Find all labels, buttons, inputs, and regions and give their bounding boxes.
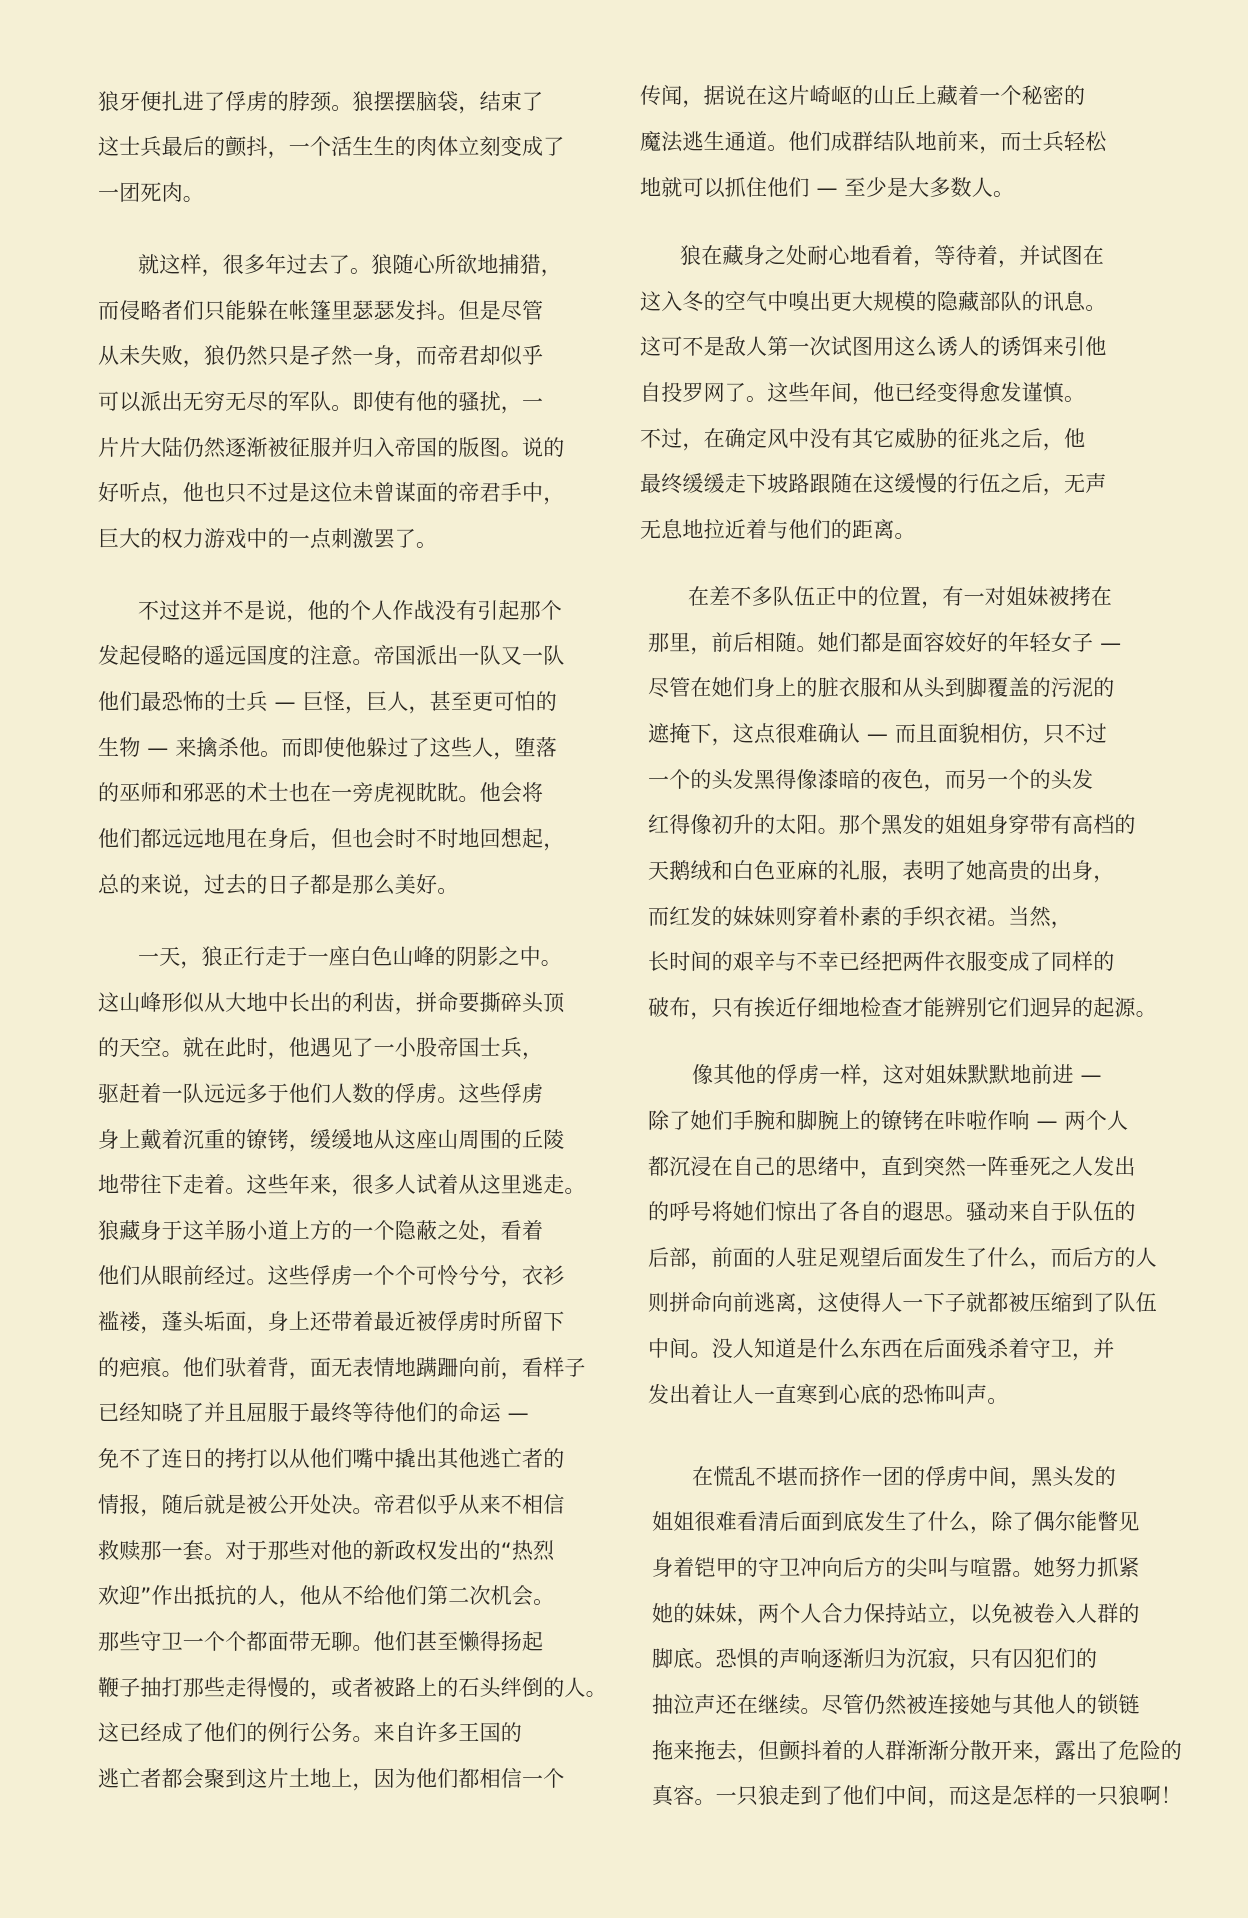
text-line: 鞭子抽打那些走得慢的，或者被路上的石头绊倒的人。: [98, 1676, 607, 1700]
text-line: 发起侵略的遥远国度的注意。帝国派出一队又一队: [98, 644, 565, 668]
text-line: 尽管在她们身上的脏衣服和从头到脚覆盖的污泥的: [648, 676, 1115, 700]
text-line: 长时间的艰辛与不幸已经把两件衣服变成了同样的: [648, 950, 1115, 974]
text-line: 那些守卫一个个都面带无聊。他们甚至懒得扬起: [98, 1630, 544, 1654]
text-line: 他们从眼前经过。这些俘虏一个个可怜兮兮，衣衫: [98, 1264, 565, 1288]
text-line: 不过，在确定风中没有其它威胁的征兆之后，他: [640, 427, 1086, 451]
text-line: 生物 — 来擒杀他。而即使他躲过了这些人，堕落: [98, 736, 557, 760]
text-line: 最终缓缓走下坡路跟随在这缓慢的行伍之后，无声: [640, 472, 1107, 496]
text-line: 片片大陆仍然逐渐被征服并归入帝国的版图。说的: [98, 436, 565, 460]
text-line: 救赎那一套。对于那些对他的新政权发出的“热烈: [98, 1539, 555, 1563]
text-line: 都沉浸在自己的思绪中，直到突然一阵垂死之人发出: [648, 1155, 1136, 1179]
text-line: 她的妹妹，两个人合力保持站立，以免被卷入人群的: [652, 1602, 1140, 1626]
text-line: 的天空。就在此时，他遇见了一小股帝国士兵，: [98, 1036, 544, 1060]
text-line: 而红发的妹妹则穿着朴素的手织衣裙。当然，: [648, 905, 1072, 929]
text-line: 一天，狼正行走于一座白色山峰的阴影之中。: [138, 945, 562, 969]
text-line: 在差不多队伍正中的位置，有一对姐妹被拷在: [688, 585, 1112, 609]
text-line: 脚底。恐惧的声响逐渐归为沉寂，只有囚犯们的: [652, 1647, 1098, 1671]
text-line: 这山峰形似从大地中长出的利齿，拼命要撕碎头顶: [98, 991, 565, 1015]
text-line: 自投罗网了。这些年间，他已经变得愈发谨慎。: [640, 381, 1086, 405]
text-line: 后部，前面的人驻足观望后面发生了什么，而后方的人: [648, 1246, 1157, 1270]
text-line: 这入冬的空气中嗅出更大规模的隐藏部队的讯息。: [640, 290, 1107, 314]
text-line: 地带往下走着。这些年来，很多人试着从这里逃走。: [98, 1173, 586, 1197]
text-line: 红得像初升的太阳。那个黑发的姐姐身穿带有高档的: [648, 813, 1136, 837]
text-line: 他们最恐怖的士兵 — 巨怪，巨人，甚至更可怕的: [98, 690, 557, 714]
text-line: 的巫师和邪恶的术士也在一旁虎视眈眈。他会将: [98, 781, 544, 805]
text-line: 像其他的俘虏一样，这对姐妹默默地前进 —: [692, 1063, 1102, 1087]
text-line: 欢迎”作出抵抗的人，他从不给他们第二次机会。: [98, 1584, 555, 1608]
text-line: 总的来说，过去的日子都是那么美好。: [98, 873, 459, 897]
text-line: 魔法逃生通道。他们成群结队地前来，而士兵轻松: [640, 130, 1107, 154]
text-line: 中间。没人知道是什么东西在后面残杀着守卫，并: [648, 1337, 1115, 1361]
text-line: 则拼命向前逃离，这使得人一下子就都被压缩到了队伍: [648, 1291, 1157, 1315]
text-line: 那里，前后相随。她们都是面容姣好的年轻女子 —: [648, 631, 1122, 655]
text-line: 遮掩下，这点很难确认 — 而且面貌相仿，只不过: [648, 722, 1107, 746]
text-line: 从未失败，狼仍然只是孑然一身，而帝君却似乎: [98, 344, 544, 368]
text-line: 巨大的权力游戏中的一点刺激罢了。: [98, 527, 438, 551]
text-line: 一团死肉。: [98, 181, 204, 205]
text-line: 破布，只有挨近仔细地检查才能辨别它们迥异的起源。: [648, 996, 1157, 1020]
text-line: 地就可以抓住他们 — 至少是大多数人。: [640, 176, 1015, 200]
text-line: 身上戴着沉重的镣铐，缓缓地从这座山周围的丘陵: [98, 1128, 565, 1152]
text-line: 就这样，很多年过去了。狼随心所欲地捕猎，: [138, 253, 562, 277]
text-line: 可以派出无穷无尽的军队。即使有他的骚扰，一: [98, 390, 544, 414]
text-line: 天鹅绒和白色亚麻的礼服，表明了她高贵的出身，: [648, 859, 1115, 883]
text-line: 发出着让人一直寒到心底的恐怖叫声。: [648, 1383, 1009, 1407]
text-line: 传闻，据说在这片崎岖的山丘上藏着一个秘密的: [640, 84, 1086, 108]
text-line: 抽泣声还在继续。尽管仍然被连接她与其他人的锁链: [652, 1693, 1140, 1717]
text-line: 狼在藏身之处耐心地看着，等待着，并试图在: [680, 244, 1104, 268]
text-line: 除了她们手腕和脚腕上的镣铐在咔啦作响 — 两个人: [648, 1109, 1129, 1133]
text-line: 情报，随后就是被公开处决。帝君似乎从来不相信: [98, 1493, 565, 1517]
text-line: 这可不是敌人第一次试图用这么诱人的诱饵来引他: [640, 335, 1107, 359]
text-line: 这已经成了他们的例行公务。来自许多王国的: [98, 1721, 522, 1745]
text-line: 的呼号将她们惊出了各自的遐思。骚动来自于队伍的: [648, 1200, 1136, 1224]
text-line: 在慌乱不堪而挤作一团的俘虏中间，黑头发的: [692, 1465, 1116, 1489]
text-line: 狼藏身于这羊肠小道上方的一个隐蔽之处，看着: [98, 1219, 544, 1243]
text-line: 无息地拉近着与他们的距离。: [640, 518, 916, 542]
text-line: 真容。一只狼走到了他们中间，而这是怎样的一只狼啊！: [652, 1784, 1182, 1808]
text-line: 逃亡者都会聚到这片土地上，因为他们都相信一个: [98, 1767, 565, 1791]
text-line: 这士兵最后的颤抖，一个活生生的肉体立刻变成了: [98, 135, 565, 159]
text-line: 拖来拖去，但颤抖着的人群渐渐分散开来，露出了危险的: [652, 1739, 1182, 1763]
text-line: 免不了连日的拷打以从他们嘴中撬出其他逃亡者的: [98, 1447, 565, 1471]
text-line: 褴褛，蓬头垢面，身上还带着最近被俘虏时所留下: [98, 1310, 565, 1334]
text-line: 已经知晓了并且屈服于最终等待他们的命运 —: [98, 1401, 529, 1425]
text-line: 而侵略者们只能躲在帐篷里瑟瑟发抖。但是尽管: [98, 299, 544, 323]
text-line: 狼牙便扎进了俘虏的脖颈。狼摆摆脑袋，结束了: [98, 90, 544, 114]
text-line: 驱赶着一队远远多于他们人数的俘虏。这些俘虏: [98, 1082, 544, 1106]
text-line: 好听点，他也只不过是这位未曾谋面的帝君手中，: [98, 481, 565, 505]
text-line: 身着铠甲的守卫冲向后方的尖叫与喧嚣。她努力抓紧: [652, 1556, 1140, 1580]
text-line: 一个的头发黑得像漆暗的夜色，而另一个的头发: [648, 768, 1094, 792]
text-line: 他们都远远地甩在身后，但也会时不时地回想起，: [98, 827, 565, 851]
text-line: 不过这并不是说，他的个人作战没有引起那个: [138, 599, 562, 623]
text-line: 的疤痕。他们驮着背，面无表情地蹒跚向前，看样子: [98, 1356, 586, 1380]
text-line: 姐姐很难看清后面到底发生了什么，除了偶尔能瞥见: [652, 1510, 1140, 1534]
